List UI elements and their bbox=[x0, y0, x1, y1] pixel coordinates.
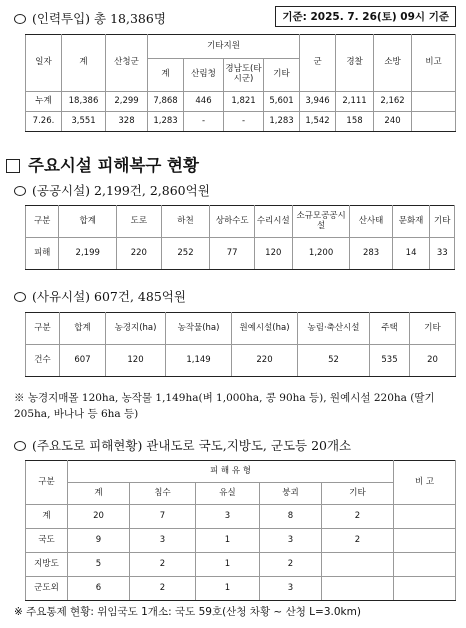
square-bullet-icon bbox=[6, 159, 20, 173]
private-table bbox=[25, 312, 456, 377]
table-header-row: 구분 합계 도로 하천 상하수도 수리시설 소규모공공시설 산사태 문화재 기타 bbox=[26, 206, 455, 238]
col-header-damage-type: 피 해 유 형 bbox=[68, 461, 394, 483]
col-header-total: 계 bbox=[62, 35, 106, 92]
private-note: ※ 농경지매몰 120ha, 농작물 1,149ha(벼 1,000ha, 콩 90ha 등), 원예시설 220ha (딸기 205ha, 바나나 등 6ha 등) bbox=[14, 392, 435, 420]
roads-table bbox=[25, 460, 456, 601]
col-header-date: 일자 bbox=[26, 35, 62, 92]
circle-bullet-icon bbox=[14, 14, 26, 24]
col-header-loss: 유실 bbox=[196, 483, 260, 505]
col-header-military: 군 bbox=[300, 35, 336, 92]
col-header-flood: 침수 bbox=[130, 483, 196, 505]
table-row: 국도 9 3 1 3 2 bbox=[26, 529, 456, 553]
recovery-heading: 주요시설 피해복구 현황 bbox=[6, 152, 199, 176]
table-row: 건수 607 120 1,149 220 52 535 20 bbox=[26, 345, 456, 377]
col-header-note: 비고 bbox=[412, 35, 456, 92]
col-header-forest: 산림청 bbox=[184, 59, 224, 92]
col-header-note: 비 고 bbox=[394, 461, 456, 505]
col-header-sancheong: 산청군 bbox=[106, 35, 148, 92]
table-row: 지방도 5 2 1 2 bbox=[26, 553, 456, 577]
col-header-gyeongnam: 경남도(타시군) bbox=[224, 59, 264, 92]
public-table bbox=[25, 205, 455, 270]
circle-bullet-icon bbox=[14, 292, 26, 302]
col-header-fire: 소방 bbox=[374, 35, 412, 92]
table-row: 7.26. 3,551 328 1,283 - - 1,283 1,542 158 240 bbox=[26, 112, 456, 132]
table-row: 군도외 6 2 1 3 bbox=[26, 577, 456, 601]
input-table bbox=[25, 34, 456, 132]
col-header-total: 계 bbox=[68, 483, 130, 505]
date-stamp: 기준: 2025. 7. 26(토) 09시 기준 bbox=[275, 6, 456, 27]
col-header-etc: 기타 bbox=[322, 483, 394, 505]
public-title: (공공시설) 2,199건, 2,860억원 bbox=[14, 181, 210, 199]
circle-bullet-icon bbox=[14, 186, 26, 196]
table-row: 계 20 7 3 8 2 bbox=[26, 505, 456, 529]
col-header-etc: 기타 bbox=[264, 59, 300, 92]
table-row: 누계 18,386 2,299 7,868 446 1,821 5,601 3,946 2,111 2,162 bbox=[26, 92, 456, 112]
col-header-division: 구분 bbox=[26, 461, 68, 505]
col-header-support-group: 기타지원 bbox=[148, 35, 300, 59]
roads-footnote: ※ 주요통제 현황: 위임국도 1개소: 국도 59호(산청 차황 ~ 산청 L=3.0km) bbox=[14, 606, 361, 618]
col-header-police: 경찰 bbox=[336, 35, 374, 92]
col-header-collapse: 붕괴 bbox=[260, 483, 322, 505]
col-header-sub-total: 계 bbox=[148, 59, 184, 92]
table-header-row: 구분 합계 농경지(ha) 농작물(ha) 원예시설(ha) 농림·축산시설 주택 기타 bbox=[26, 313, 456, 345]
circle-bullet-icon bbox=[14, 441, 26, 451]
table-row: 피해 2,199 220 252 77 120 1,200 283 14 33 bbox=[26, 238, 455, 270]
roads-title: (주요도로 피해현황) 관내도로 국도,지방도, 군도등 20개소 bbox=[14, 436, 351, 454]
input-title: (인력투입) 총 18,386명 bbox=[14, 9, 166, 27]
private-title: (사유시설) 607건, 485억원 bbox=[14, 287, 186, 305]
